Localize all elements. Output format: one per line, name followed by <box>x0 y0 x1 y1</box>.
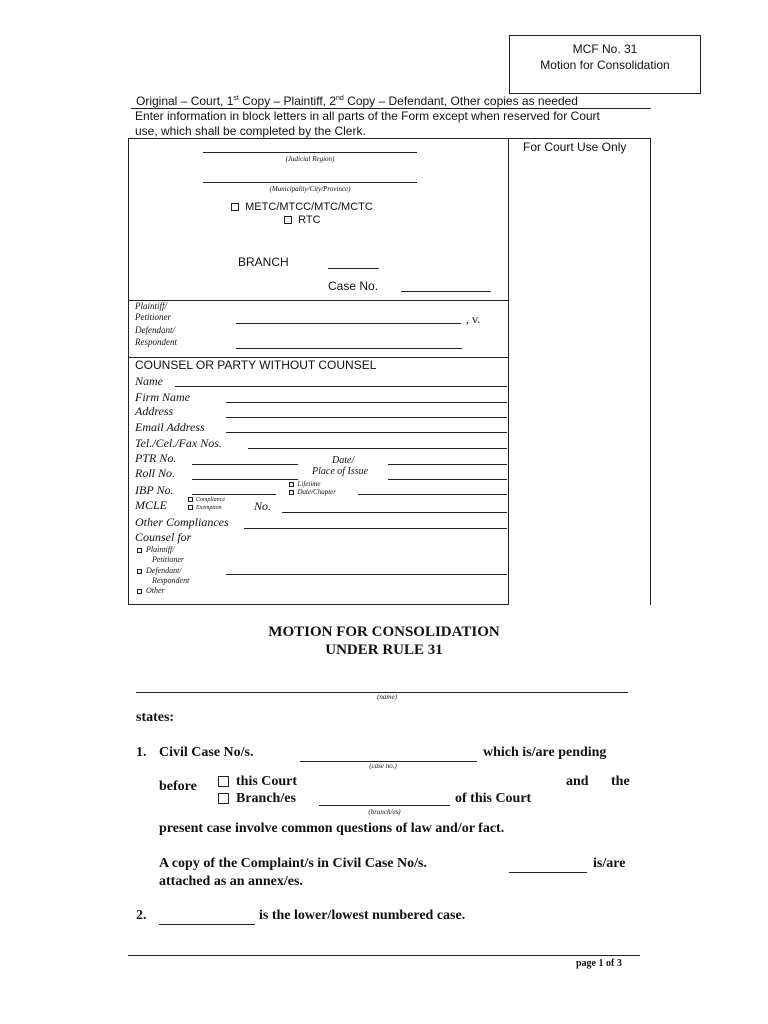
firm-name-line[interactable] <box>226 402 507 403</box>
frame-top <box>128 138 650 139</box>
frame-middle <box>508 138 509 605</box>
counsel-for-label: Counsel for <box>135 530 192 544</box>
cf-other-label: Other <box>146 586 165 595</box>
checkbox-icon[interactable] <box>289 482 294 487</box>
checkbox-icon[interactable] <box>218 793 229 804</box>
checkbox-icon[interactable] <box>289 490 294 495</box>
before-label: before <box>159 779 197 794</box>
movant-name-label: (name) <box>377 693 397 701</box>
checkbox-icon[interactable] <box>188 497 193 502</box>
address-label: Address <box>135 404 174 418</box>
counsel-name-label: Name <box>135 374 163 388</box>
instruction-line-1: Enter information in block letters in all parts of the Form except when reserved for Court <box>135 109 600 123</box>
exemption-option[interactable] <box>188 505 222 511</box>
checkbox-icon[interactable] <box>137 589 142 594</box>
mcle-label: MCLE <box>135 498 168 512</box>
branch-option[interactable] <box>218 791 296 807</box>
parties-divider <box>128 300 508 301</box>
branch-es-label: Branch/es <box>236 791 296 806</box>
frame-bottom <box>128 604 508 605</box>
checkbox-icon[interactable] <box>137 569 142 574</box>
and-label: and <box>566 774 589 789</box>
other-compliances-label: Other Compliances <box>135 515 229 529</box>
roll-label: Roll No. <box>135 466 176 480</box>
plaintiff-label-2: Petitioner <box>135 312 171 322</box>
address-line[interactable] <box>226 417 507 418</box>
branch-es-line[interactable] <box>319 805 450 806</box>
checkbox-icon[interactable] <box>284 216 292 224</box>
mcle-no-label: No. <box>254 499 272 513</box>
email-label: Email Address <box>135 420 205 434</box>
judicial-region-label: (Judicial Region) <box>285 155 335 163</box>
plaintiff-line[interactable] <box>236 323 461 324</box>
plaintiff-label-1: Plaintiff/ <box>135 301 168 311</box>
court-type-label: RTC <box>298 214 321 226</box>
p1-pending-text: which is/are pending <box>483 745 607 760</box>
cf-defendant-label: Defendant/ <box>146 566 182 575</box>
ptr-line[interactable] <box>192 464 298 465</box>
counsel-for-line[interactable] <box>226 574 507 575</box>
lifetime-label: Lifetime <box>297 480 321 488</box>
ibp-label: IBP No. <box>135 483 174 497</box>
annex-line: attached as an annex/es. <box>159 874 303 889</box>
counsel-name-line[interactable] <box>175 386 507 387</box>
p2-number: 2. <box>136 908 147 923</box>
ptr-date-line[interactable] <box>388 464 507 465</box>
present-case-text: present case involve common questions of law and/or fact. <box>159 821 505 836</box>
defendant-line[interactable] <box>236 348 462 349</box>
p1-civil-case-label: Civil Case No/s. <box>159 745 254 760</box>
copies-note-part: Original – Court, 1 <box>136 94 234 108</box>
date-chapter-label: Date/Chapter <box>297 488 336 496</box>
page-number: page 1 of 3 <box>576 958 622 969</box>
form-title: Motion for Consolidation <box>540 58 670 72</box>
frame-left <box>128 138 129 605</box>
municipality-label: (Municipality/City/Province) <box>269 185 351 193</box>
motion-title: MOTION FOR CONSOLIDATION <box>268 624 500 640</box>
of-this-court-label: of this Court <box>455 791 532 806</box>
this-court-option[interactable] <box>218 774 297 790</box>
frame-right <box>650 138 651 605</box>
lifetime-option[interactable] <box>289 480 320 488</box>
branch-label: BRANCH <box>238 255 289 269</box>
copy-case-no-line[interactable] <box>509 872 587 873</box>
motion-subtitle: UNDER RULE 31 <box>325 642 443 658</box>
ibp-date-line[interactable] <box>358 494 507 495</box>
defendant-label-2: Respondent <box>135 337 177 347</box>
this-court-label: this Court <box>236 774 298 789</box>
form-code: MCF No. 31 <box>572 42 638 56</box>
case-no-line[interactable] <box>401 291 491 292</box>
branch-line[interactable] <box>328 268 379 269</box>
checkbox-icon[interactable] <box>137 548 142 553</box>
copy-line-a: A copy of the Complaint/s in Civil Case No/s. <box>159 856 427 871</box>
court-type-label: METC/MTCC/MTC/MCTC <box>245 201 373 213</box>
cf-plaintiff-label: Plaintiff/ <box>146 545 175 554</box>
compliance-option[interactable] <box>188 497 225 503</box>
place-line[interactable] <box>388 479 507 480</box>
states-label: states: <box>136 710 175 725</box>
ibp-line[interactable] <box>192 494 276 495</box>
footer-rule <box>128 955 640 956</box>
compliance-label: Compliance <box>196 497 225 503</box>
defendant-label-1: Defendant/ <box>135 325 175 335</box>
copies-note-sup: nd <box>336 95 344 102</box>
mcle-no-line[interactable] <box>282 512 507 513</box>
roll-line[interactable] <box>192 479 298 480</box>
copy-line-b: is/are <box>593 856 626 871</box>
copies-note-part: Copy – Defendant, Other copies as needed <box>343 94 578 108</box>
date-chapter-option[interactable] <box>289 488 336 496</box>
case-no-hint: (case no.) <box>369 762 397 770</box>
instruction-line-2: use, which shall be completed by the Clerk. <box>135 124 366 138</box>
judicial-region-line[interactable] <box>203 152 417 153</box>
checkbox-icon[interactable] <box>231 203 239 211</box>
email-line[interactable] <box>226 432 507 433</box>
p2-case-line[interactable] <box>159 924 255 925</box>
cf-plaintiff-option[interactable] <box>137 545 184 565</box>
cf-defendant-option[interactable] <box>137 566 189 586</box>
exemption-label: Exemption <box>196 505 222 511</box>
case-no-label: Case No. <box>328 279 379 293</box>
cf-plaintiff-label-2: Petitioner <box>152 555 184 564</box>
court-type-mtc[interactable] <box>231 201 373 213</box>
cf-defendant-label-2: Respondent <box>152 576 190 585</box>
checkbox-icon[interactable] <box>218 776 229 787</box>
ptr-label: PTR No. <box>135 451 177 465</box>
versus-label: , v. <box>466 312 481 326</box>
phone-line[interactable] <box>248 448 507 449</box>
date-label: Date/ <box>332 455 355 466</box>
copies-note-sup: st <box>233 95 239 102</box>
counsel-heading: COUNSEL OR PARTY WITHOUT COUNSEL <box>135 358 377 372</box>
branches-hint: (branch/es) <box>368 808 401 816</box>
copies-note-part: Copy – Plaintiff, 2 <box>238 94 337 108</box>
copies-note <box>136 94 578 108</box>
place-of-issue-label: Place of Issue <box>312 466 369 477</box>
cf-other-option[interactable] <box>137 586 165 595</box>
checkbox-icon[interactable] <box>188 505 193 510</box>
the-label: the <box>611 774 630 789</box>
firm-name-label: Firm Name <box>135 390 190 404</box>
p2-text: is the lower/lowest numbered case. <box>259 908 466 923</box>
court-use-label: For Court Use Only <box>523 140 627 154</box>
court-type-rtc[interactable] <box>284 214 321 226</box>
p1-number: 1. <box>136 745 147 760</box>
other-compliances-line[interactable] <box>244 528 507 529</box>
phone-label: Tel./Cel./Fax Nos. <box>135 436 222 450</box>
municipality-line[interactable] <box>203 182 417 183</box>
